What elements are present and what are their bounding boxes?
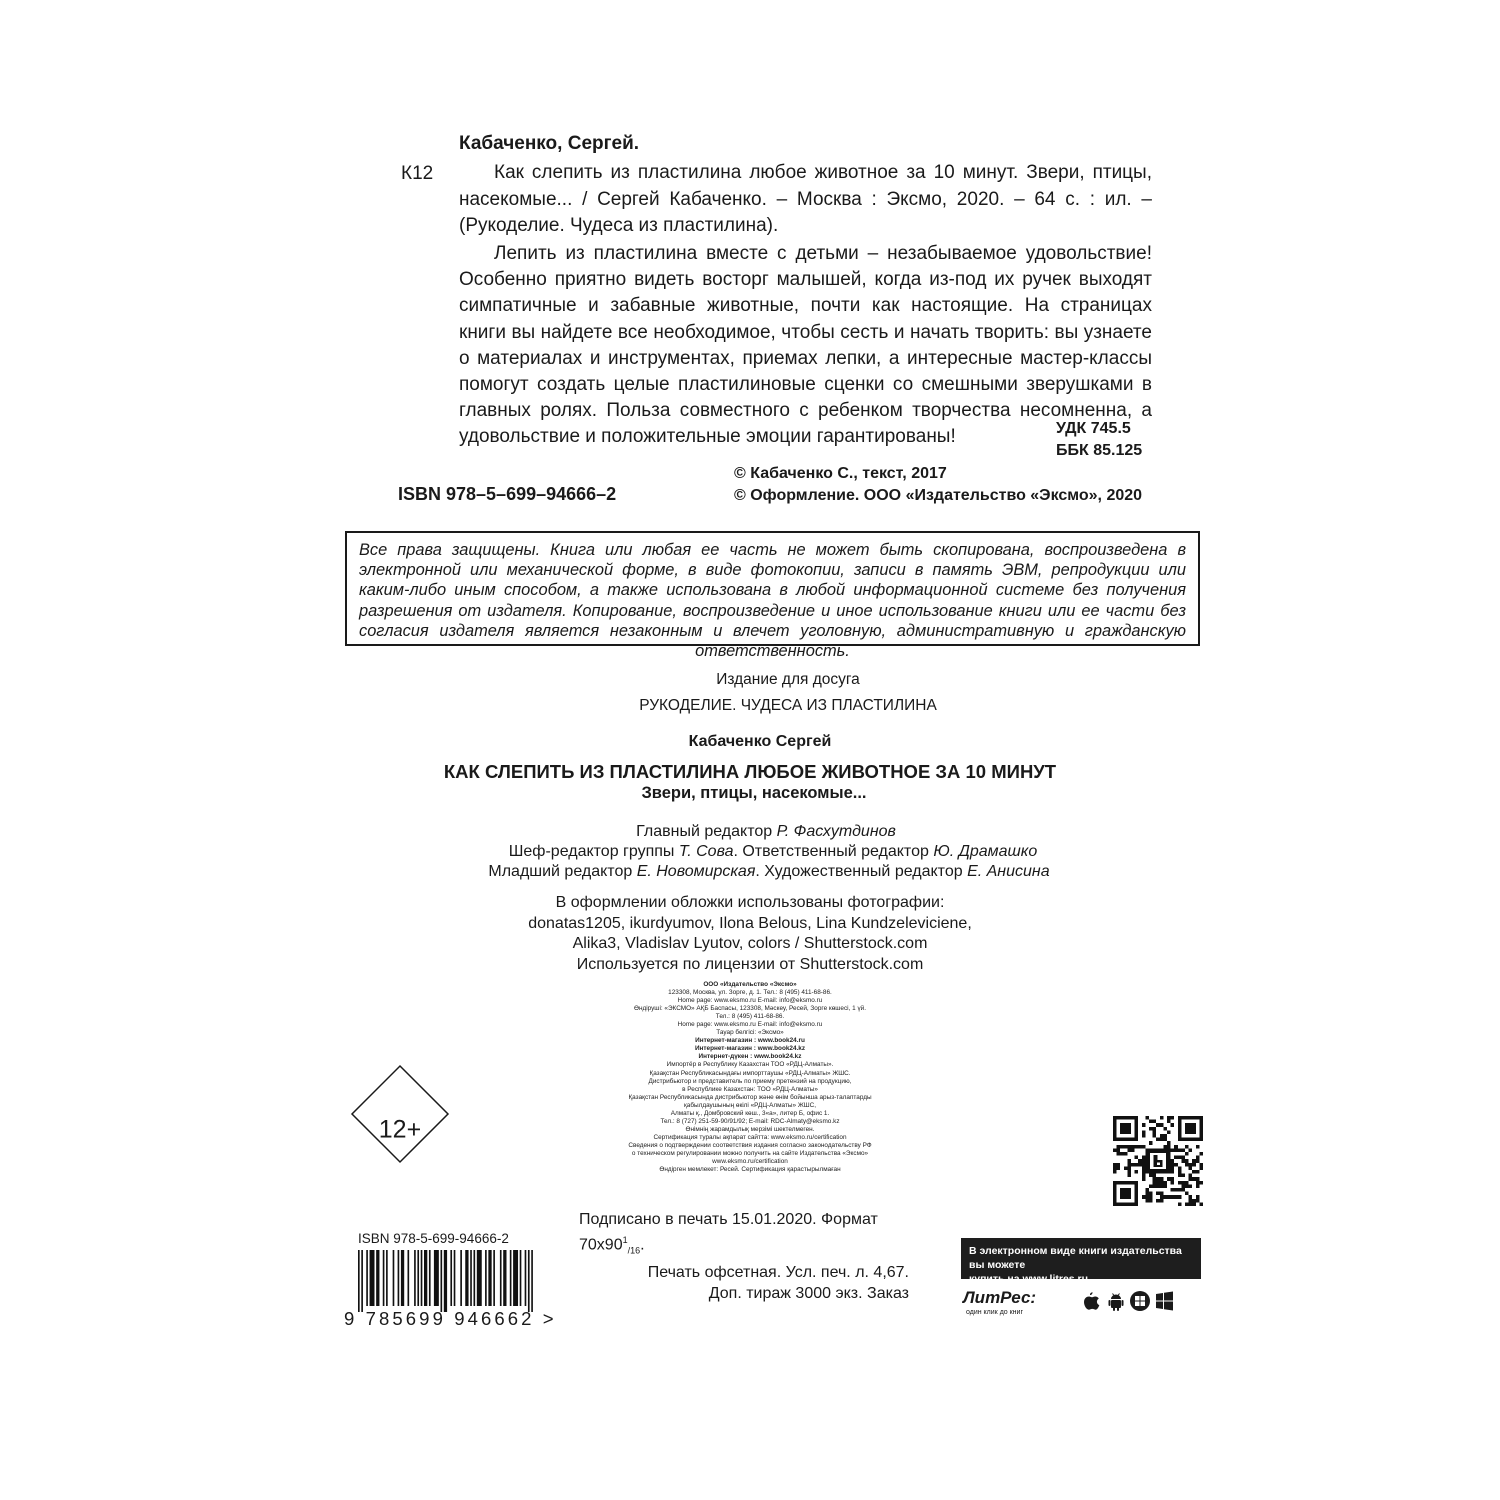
qr-module (1181, 1184, 1185, 1188)
print-details (579, 1209, 909, 1304)
qr-module (1178, 1181, 1182, 1185)
qr-module (1171, 1163, 1175, 1167)
qr-module (1196, 1170, 1200, 1174)
publisher-info-line: Өнімнің жарамдылық мерзімі шектелмеген. (685, 1125, 815, 1133)
barcode-bar (386, 1250, 388, 1306)
qr-module (1138, 1163, 1142, 1167)
qr-module (1142, 1166, 1146, 1170)
qr-module (1135, 1145, 1139, 1149)
qr-module (1199, 1163, 1203, 1167)
print-details-line: Печать офсетная. Усл. печ. л. 4,67. (647, 1263, 909, 1281)
qr-module (1142, 1145, 1146, 1149)
qr-module (1156, 1199, 1160, 1203)
qr-module (1138, 1145, 1142, 1149)
qr-module (1160, 1195, 1164, 1199)
qr-module (1185, 1192, 1189, 1196)
qr-module (1127, 1148, 1131, 1152)
qr-module (1189, 1199, 1193, 1203)
photo-credits-line: donatas1205, ikurdyumov, Ilona Belous, Lina Kundzeleviciene, (528, 914, 972, 932)
barcode-bar (366, 1250, 368, 1306)
qr-module (1192, 1170, 1196, 1174)
credit-label: . Ответственный редактор (733, 843, 934, 860)
catalog-code: К12 (401, 163, 434, 184)
editor-name: Р. Фасхутдинов (776, 823, 896, 840)
qr-module (1181, 1148, 1185, 1152)
barcode-bar (477, 1250, 482, 1306)
isbn-main: ISBN 978–5–699–94666–2 (398, 484, 617, 504)
qr-module (1142, 1130, 1146, 1134)
barcode-bar (485, 1250, 487, 1306)
windows-phone-icon (1130, 1291, 1150, 1311)
qr-module (1171, 1188, 1175, 1192)
qr-module (1192, 1202, 1196, 1206)
publisher-info-line: Интернет-магазин : www.book24.kz (694, 1045, 806, 1053)
qr-module (1185, 1145, 1189, 1149)
qr-module (1124, 1145, 1128, 1149)
qr-module (1171, 1195, 1175, 1199)
qr-module (1160, 1116, 1164, 1120)
qr-module (1178, 1202, 1182, 1206)
qr-module (1181, 1174, 1185, 1178)
qr-module (1113, 1170, 1117, 1174)
qr-module (1127, 1145, 1131, 1149)
qr-module (1192, 1177, 1196, 1181)
qr-module (1171, 1181, 1175, 1185)
qr-module (1167, 1177, 1171, 1181)
publisher-info-line: Тел.: 8 (727) 251-59-90/91/92; E-mail: RDC-Almaty@eksmo.kz (660, 1117, 840, 1125)
barcode-bar (421, 1250, 423, 1306)
qr-module (1135, 1170, 1139, 1174)
qr-module (1199, 1152, 1203, 1156)
qr-module (1124, 1166, 1128, 1170)
photo-credits-line: Используется по лицензии от Shutterstock.com (576, 955, 924, 973)
age-rating-diamond (350, 1064, 450, 1164)
credit-label: Шеф-редактор группы (508, 843, 679, 860)
qr-module (1113, 1163, 1117, 1167)
imprint-author: Кабаченко Сергей (688, 733, 832, 750)
qr-module (1153, 1134, 1157, 1138)
qr-module (1174, 1188, 1178, 1192)
qr-module (1171, 1177, 1175, 1181)
credit-chief-editor (16, 823, 1500, 841)
qr-module (1156, 1192, 1160, 1196)
qr-module (1192, 1163, 1196, 1167)
qr-module (1163, 1134, 1167, 1138)
barcode-bar (393, 1250, 395, 1306)
publisher-info-line: Home page: www.eksmo.ru E-mail: info@eksmo.ru (677, 1021, 823, 1029)
qr-module (1153, 1184, 1157, 1188)
qr-module (1117, 1166, 1121, 1170)
qr-module (1127, 1163, 1131, 1167)
qr-module (1196, 1195, 1200, 1199)
photo-credits-line: В оформлении обложки использованы фотографии: (555, 894, 945, 911)
publisher-info-line: Сведения о подтверждении соответствия издания согласно законодательству РФ (628, 1141, 872, 1149)
qr-module (1131, 1163, 1135, 1167)
qr-module (1174, 1148, 1178, 1152)
qr-module (1160, 1192, 1164, 1196)
qr-module (1160, 1177, 1164, 1181)
qr-module (1196, 1159, 1200, 1163)
qr-module (1160, 1138, 1164, 1142)
copyright-design: © Оформление. ООО «Издательство «Эксмо», 2020 (734, 487, 1143, 504)
barcode-bar (434, 1250, 439, 1306)
print-format-text: Подписано в печать 15.01.2020. Формат 70x90 (579, 1211, 878, 1254)
qr-module (1153, 1181, 1157, 1185)
litres-banner-text (969, 1244, 1199, 1286)
qr-module (1174, 1156, 1178, 1160)
publisher-info-line: Дистрибьютор и представитель по приему претензий на продукцию, (648, 1077, 852, 1085)
qr-module (1156, 1184, 1160, 1188)
qr-module (1181, 1188, 1185, 1192)
editor-name: Е. Новомирская (636, 863, 756, 880)
qr-module (1127, 1166, 1131, 1170)
barcode-bar (424, 1250, 427, 1306)
age-rating-label: 12+ (378, 1115, 422, 1144)
barcode-bar (460, 1250, 462, 1306)
qr-module (1171, 1116, 1175, 1120)
qr-module (1149, 1127, 1153, 1131)
classification-codes (1056, 418, 1142, 462)
credit-label: . Художественный редактор (755, 863, 968, 880)
litres-text-line: В электронном виде книги издательства вы можете (969, 1245, 1182, 1271)
qr-module (1185, 1159, 1189, 1163)
qr-module (1142, 1177, 1146, 1181)
qr-module (1185, 1202, 1189, 1206)
annotation-text: Лепить из пластилина вместе с детьми – незабываемое удовольствие! Особенно приятно видеть восторг малышей, когда из-под их ручек выходят симпатичные и забавные животные, почти как настоящие. На страницах книги вы найдете все необходимое, чтобы сесть и начать творить: вы узнаете о материалах и инструментах, приемах лепки, а интересные мастер-классы помогут создать целые пластилиновые сценки со смешными зверушками в главных ролях. Польза совместного с ребенком творчества несомненна, а удовольствие и положительные эмоции гарантированы! (459, 243, 1152, 448)
qr-module (1142, 1174, 1146, 1178)
barcode-bar (500, 1250, 502, 1306)
qr-module (1145, 1188, 1149, 1192)
credit-label: Младший редактор (488, 863, 637, 880)
editor-name: Ю. Драмашко (933, 843, 1038, 860)
qr-module (1149, 1184, 1153, 1188)
copyright-text: © Кабаченко С., текст, 2017 (734, 465, 947, 482)
qr-module (1189, 1148, 1193, 1152)
qr-module (1160, 1181, 1164, 1185)
qr-module (1171, 1159, 1175, 1163)
barcode-bar (383, 1250, 385, 1306)
photo-credits (0, 893, 1500, 975)
android-icon (1109, 1294, 1124, 1312)
qr-module (1131, 1145, 1135, 1149)
qr-module (1196, 1156, 1200, 1160)
qr-module (1142, 1195, 1146, 1199)
book-title: КАК СЛЕПИТЬ ИЗ ПЛАСТИЛИНА ЛЮБОЕ ЖИВОТНОЕ ЗА 10 МИНУТ (443, 761, 1057, 782)
qr-module (1113, 1166, 1117, 1170)
qr-module (1174, 1145, 1178, 1149)
barcode-bar (525, 1250, 527, 1306)
qr-module (1192, 1159, 1196, 1163)
qr-module (1189, 1184, 1193, 1188)
barcode-bar (358, 1250, 360, 1312)
windows-icon (1156, 1292, 1173, 1311)
qr-module (1178, 1166, 1182, 1170)
publisher-info-line: Home page: www.eksmo.ru E-mail: info@eksmo.ru (677, 997, 823, 1005)
photo-credits-line: Alika3, Vladislav Lyutov, colors / Shutterstock.com (572, 935, 928, 952)
qr-module (1145, 1195, 1149, 1199)
qr-module (1181, 1181, 1185, 1185)
qr-module (1160, 1134, 1164, 1138)
qr-module (1149, 1195, 1153, 1199)
publisher-info-line: Интернет-дүкен : www.book24.kz (698, 1053, 802, 1061)
rights-notice-text: Все права защищены. Книга или любая ее часть не может быть скопирована, воспроизведена в электронной или механической форме, в виде фотокопии, записи в память ЭВМ, репродукции или каким-либо иным способом, а также использована в любой информационной системе без получения разрешения от издателя. Копирование, воспроизведение и иное использование книги или ее части без согласия издателя является незаконным и влечет уголовную, административную и гражданскую ответственность. (359, 541, 1186, 661)
publisher-info-line: Интернет-магазин : www.book24.ru (695, 1037, 805, 1045)
qr-module (1156, 1181, 1160, 1185)
publisher-info-line: 123308, Москва, ул. Зорге, д. 1. Тел.: 8 (495) 411-68-86. (668, 989, 832, 997)
qr-module (1149, 1199, 1153, 1203)
qr-module (1127, 1159, 1131, 1163)
barcode-bar (370, 1250, 375, 1306)
litres-logo: ЛитРес: (963, 1288, 1037, 1307)
qr-module (1171, 1170, 1175, 1174)
qr-module (1145, 1192, 1149, 1196)
print-details-line (579, 1209, 909, 1262)
qr-module (1127, 1174, 1131, 1178)
barcode-bar (408, 1250, 410, 1306)
udk-code: УДК 745.5 (1056, 420, 1131, 437)
qr-module (1163, 1127, 1167, 1131)
qr-module (1185, 1181, 1189, 1185)
qr-module (1160, 1123, 1164, 1127)
print-details-line: Доп. тираж 3000 экз. Заказ (708, 1284, 909, 1302)
apple-icon (1084, 1292, 1099, 1310)
publisher-info-line: Тел.: 8 (495) 411-68-86. (715, 1013, 785, 1021)
barcode-bar (414, 1250, 416, 1306)
qr-module (1189, 1166, 1193, 1170)
qr-module (1149, 1141, 1153, 1145)
qr-module (1156, 1123, 1160, 1127)
barcode-bar (520, 1250, 522, 1306)
series-name: РУКОДЕЛИЕ. ЧУДЕСА ИЗ ПЛАСТИЛИНА (639, 697, 937, 714)
qr-module (1196, 1181, 1200, 1185)
editor-name: Е. Анисина (967, 863, 1050, 880)
qr-module (1196, 1177, 1200, 1181)
qr-module (1189, 1174, 1193, 1178)
qr-module (1127, 1170, 1131, 1174)
book-subtitle: Звери, птицы, насекомые... (641, 784, 867, 802)
publisher-info-line: Импортёр в Республику Казахстан ТОО «РДЦ-Алматы». (666, 1061, 834, 1069)
qr-module (1199, 1202, 1203, 1206)
barcode-bar (465, 1250, 468, 1306)
qr-module (1142, 1134, 1146, 1138)
qr-module (1178, 1156, 1182, 1160)
qr-module (1117, 1152, 1121, 1156)
edition-type: Издание для досуга (716, 671, 860, 688)
qr-module (1196, 1145, 1200, 1149)
qr-module (1120, 1145, 1124, 1149)
publisher-info-line: Өндіруші: «ЭКСМО» АҚБ Баспасы, 123308, Мәскеу, Ресей, Зорге көшесі, 1 үй. (633, 1005, 866, 1013)
barcode-bar (398, 1250, 400, 1306)
qr-module (1189, 1195, 1193, 1199)
qr-module (1156, 1138, 1160, 1142)
barcode-isbn: ISBN 978-5-699-94666-2 (358, 1231, 509, 1246)
qr-module (1149, 1174, 1153, 1178)
qr-module (1142, 1123, 1146, 1127)
qr-module (1117, 1145, 1121, 1149)
qr-module (1171, 1166, 1175, 1170)
qr-module (1185, 1184, 1189, 1188)
qr-module (1145, 1116, 1149, 1120)
qr-module (1153, 1174, 1157, 1178)
publisher-info-line: о техническом регулировании можно получить на сайте Издательства «Эксмо» (631, 1149, 869, 1157)
barcode-bar (450, 1250, 452, 1306)
qr-module (1163, 1184, 1167, 1188)
qr-module (1178, 1148, 1182, 1152)
catalog-author: Кабаченко, Сергей. (459, 133, 640, 154)
qr-module (1149, 1120, 1153, 1124)
qr-module (1181, 1159, 1185, 1163)
qr-module (1163, 1195, 1167, 1199)
qr-module (1142, 1156, 1146, 1160)
qr-module (1181, 1156, 1185, 1160)
qr-module (1163, 1145, 1167, 1149)
qr-module (1196, 1199, 1200, 1203)
qr-module (1178, 1174, 1182, 1178)
rights-notice-box (345, 531, 1200, 661)
qr-module (1135, 1156, 1139, 1160)
barcode-bar (401, 1250, 404, 1306)
barcode-bar (470, 1250, 472, 1306)
barcode-bar (441, 1250, 443, 1312)
qr-module (1160, 1184, 1164, 1188)
publisher-info-line: Алматы қ., Домбровский көш., 3«а», литер Б, офис 1. (670, 1109, 830, 1117)
barcode-bar (444, 1250, 447, 1312)
qr-module (1189, 1163, 1193, 1167)
qr-module (1196, 1184, 1200, 1188)
publisher-info-line: Қазақстан Республикасында дистрибьютор және өнім бойынша арыз-талаптарды (628, 1093, 872, 1101)
qr-module (1178, 1188, 1182, 1192)
barcode-bar (488, 1250, 491, 1306)
qr-code (1113, 1116, 1203, 1206)
publisher-info-line: Сертификация туралы ақпарат сайтта: www.eksmo.ru/certification (653, 1133, 847, 1141)
qr-module (1124, 1152, 1128, 1156)
qr-module (1171, 1123, 1175, 1127)
barcode-bar (510, 1250, 512, 1306)
qr-module (1131, 1148, 1135, 1152)
qr-module (1167, 1130, 1171, 1134)
qr-module (1135, 1163, 1139, 1167)
qr-module (1199, 1166, 1203, 1170)
publisher-info-line: Өндірген мемлекет: Ресей. Сертификация қарастырылмаған (659, 1166, 841, 1174)
qr-module (1178, 1170, 1182, 1174)
qr-module (1153, 1130, 1157, 1134)
qr-module (1167, 1120, 1171, 1124)
credit-junior-editors (19, 863, 1500, 881)
qr-module (1153, 1120, 1157, 1124)
qr-module (1138, 1159, 1142, 1163)
qr-module (1199, 1181, 1203, 1185)
qr-module (1120, 1152, 1124, 1156)
format-end: . (640, 1236, 645, 1254)
barcode-bar (417, 1250, 419, 1306)
qr-module (1167, 1141, 1171, 1145)
litres-tagline: один клик до книг (966, 1309, 1024, 1316)
publisher-info-line: ООО «Издательство «Эксмо» (703, 981, 797, 988)
barcode-bar (361, 1250, 363, 1312)
publisher-info-line: www.eksmo.ru/certification (712, 1158, 788, 1166)
publisher-info-line: Қазақстан Республикасындағы импорттаушы «РДЦ-Алматы» ЖШС. (649, 1069, 851, 1077)
barcode-bar (531, 1250, 533, 1312)
qr-module (1149, 1192, 1153, 1196)
qr-module (1142, 1170, 1146, 1174)
qr-module (1174, 1195, 1178, 1199)
qr-module (1167, 1116, 1171, 1120)
editor-name: Т. Сова (678, 843, 734, 860)
credit-label: Главный редактор (636, 823, 777, 840)
qr-module (1153, 1127, 1157, 1131)
barcode-bar (376, 1250, 379, 1306)
publisher-info (600, 981, 900, 1174)
qr-module (1171, 1148, 1175, 1152)
copyright-notices (734, 463, 1142, 507)
barcode-bar (503, 1250, 506, 1306)
qr-module (1189, 1177, 1193, 1181)
qr-module (1113, 1148, 1117, 1152)
qr-module (1163, 1138, 1167, 1142)
qr-module (1117, 1163, 1121, 1167)
publisher-info-line: в Республике Казахстан: ТОО «РДЦ-Алматы» (682, 1085, 818, 1093)
qr-module (1153, 1177, 1157, 1181)
barcode-digits: 9 785699 946662 > (344, 1308, 557, 1329)
qr-module (1142, 1163, 1146, 1167)
qr-module (1167, 1145, 1171, 1149)
qr-module (1163, 1181, 1167, 1185)
qr-module (1160, 1199, 1164, 1203)
publisher-info-line: Тауар белгісі: «Эксмо» (716, 1029, 784, 1037)
barcode-bar (474, 1250, 476, 1306)
qr-module (1185, 1152, 1189, 1156)
qr-module (1185, 1163, 1189, 1167)
barcode-bar (429, 1250, 431, 1306)
barcode-bar (493, 1250, 495, 1306)
qr-module (1178, 1195, 1182, 1199)
qr-module (1117, 1148, 1121, 1152)
qr-module (1192, 1199, 1196, 1203)
store-icons (1078, 1288, 1198, 1314)
qr-module (1156, 1177, 1160, 1181)
qr-module (1167, 1195, 1171, 1199)
qr-module (1142, 1159, 1146, 1163)
credit-group-editors (23, 843, 1500, 861)
barcode-bar (528, 1250, 530, 1312)
bibliographic-description: Как слепить из пластилина любое животное за 10 минут. Звери, птицы, насекомые... / Сергей Кабаченко. – Москва : Эксмо, 2020. – 64 с. : ил. – (Рукоделие. Чудеса из пластилина). (459, 162, 1152, 236)
barcode-bar (513, 1250, 518, 1306)
format-fraction-num: 1 (622, 1235, 628, 1245)
qr-module (1145, 1199, 1149, 1203)
bbk-code: ББК 85.125 (1056, 442, 1143, 459)
qr-module (1189, 1202, 1193, 1206)
publisher-info-line: қабылдаушының өкілі «РДЦ-Алматы» ЖШС, (684, 1101, 816, 1109)
barcode-bar (454, 1250, 456, 1306)
format-fraction-den: /16 (627, 1245, 641, 1256)
litres-text-line: купить на www.litres.ru (969, 1273, 1089, 1285)
qr-module (1174, 1163, 1178, 1167)
